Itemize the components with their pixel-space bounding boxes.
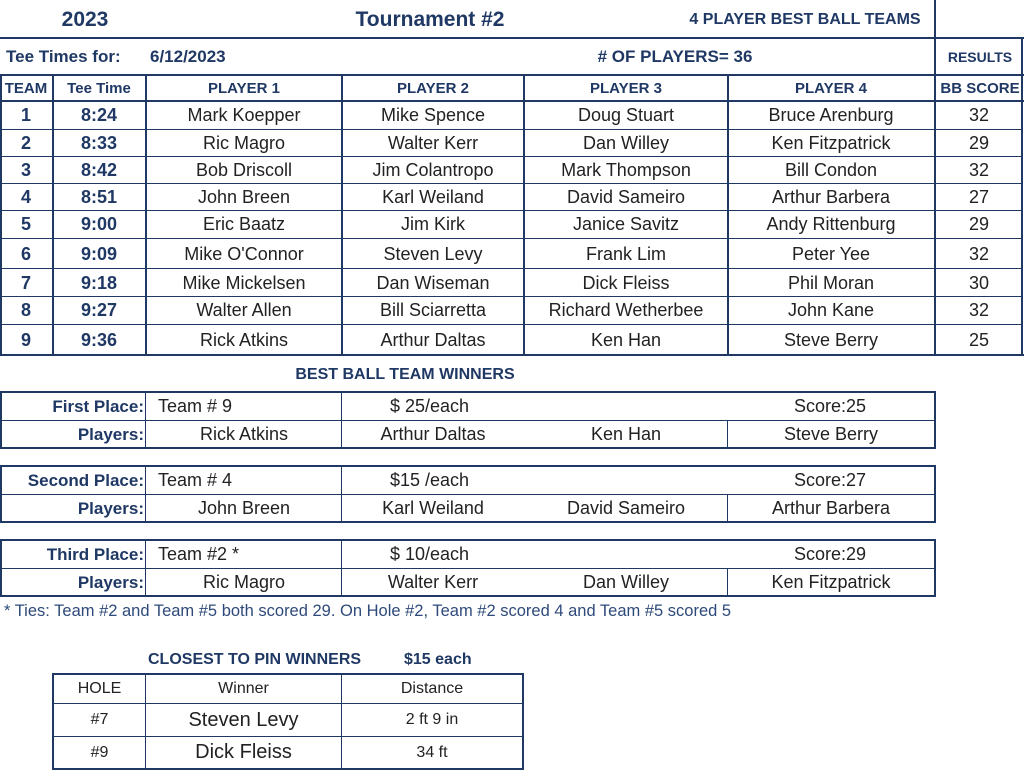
col-team: TEAM — [4, 80, 48, 97]
player-2: Mike Spence — [380, 105, 486, 125]
tee-time: 8:33 — [80, 133, 118, 153]
player-1: Bob Driscoll — [195, 160, 293, 180]
place-player-1: John Breen — [197, 498, 291, 518]
col-tee-time: Tee Time — [67, 80, 131, 97]
place-prize: $ 25/each — [390, 396, 470, 416]
place-team: Team #2 * — [158, 544, 240, 564]
ctp-winner: Steven Levy — [188, 708, 299, 731]
bb-score: 29 — [968, 214, 990, 234]
place-score: Score:25 — [793, 396, 867, 416]
place-player-2: Karl Weiland — [382, 498, 484, 518]
player-1: Eric Baatz — [202, 214, 286, 234]
player-4: Ken Fitzpatrick — [771, 133, 891, 153]
bb-score: 30 — [968, 273, 990, 293]
place-prize: $15 /each — [390, 470, 470, 490]
bb-score: 32 — [968, 105, 990, 125]
year-title: 2023 — [61, 8, 109, 31]
player-2: Walter Kerr — [387, 133, 479, 153]
ctp-prize: $15 each — [404, 651, 472, 668]
player-1: Ric Magro — [202, 133, 286, 153]
bb-score: 25 — [968, 329, 990, 350]
tee-time: 8:42 — [80, 160, 118, 180]
col-player-2: PLAYER 2 — [397, 80, 469, 97]
ctp-winner: Dick Fleiss — [195, 741, 292, 763]
player-1: Mark Koepper — [187, 105, 301, 125]
tee-times-label: Tee Times for: — [6, 47, 121, 66]
player-4: Bruce Arenburg — [768, 105, 894, 125]
player-2: Dan Wiseman — [376, 273, 490, 293]
team-number: 5 — [20, 214, 31, 234]
player-3: Ken Han — [590, 329, 662, 350]
place-player-4: Arthur Barbera — [771, 498, 891, 518]
player-3: Mark Thompson — [561, 160, 691, 180]
results-label: RESULTS — [947, 49, 1013, 65]
col-bb-score: BB SCORE — [940, 80, 1020, 97]
player-2: Bill Sciarretta — [379, 300, 487, 320]
player-3: Dan Willey — [582, 133, 670, 153]
player-2: Jim Kirk — [401, 214, 465, 234]
winners-title: BEST BALL TEAM WINNERS — [295, 366, 515, 383]
bb-score: 32 — [968, 243, 990, 264]
tee-time: 8:24 — [80, 105, 118, 125]
place-player-1: Ric Magro — [202, 572, 286, 592]
ctp-col-hole: HOLE — [77, 680, 122, 697]
tee-time: 9:27 — [80, 300, 118, 320]
place-team: Team # 9 — [158, 396, 233, 416]
tee-time: 9:09 — [80, 243, 118, 264]
place-player-3: Ken Han — [590, 424, 662, 444]
place-player-3: David Sameiro — [566, 498, 686, 518]
place-score: Score:29 — [793, 544, 867, 564]
player-4: John Kane — [787, 300, 875, 320]
player-4: Bill Condon — [784, 160, 878, 180]
team-number: 9 — [20, 329, 31, 350]
player-count: # OF PLAYERS= 36 — [597, 47, 753, 66]
col-player-4: PLAYER 4 — [795, 80, 867, 97]
place-label: First Place: — [52, 396, 144, 416]
team-number: 6 — [20, 243, 31, 264]
bb-score: 29 — [968, 133, 990, 153]
place-player-4: Ken Fitzpatrick — [771, 572, 891, 592]
team-number: 8 — [20, 300, 31, 320]
col-player-1: PLAYER 1 — [208, 80, 280, 97]
player-4: Arthur Barbera — [771, 187, 891, 207]
player-4: Phil Moran — [787, 273, 875, 293]
player-3: Doug Stuart — [577, 105, 675, 125]
place-team: Team # 4 — [158, 470, 233, 490]
place-player-3: Dan Willey — [582, 572, 670, 592]
ctp-col-distance: Distance — [400, 680, 464, 697]
player-3: Dick Fleiss — [582, 273, 670, 293]
place-prize: $ 10/each — [390, 544, 470, 564]
player-1: Rick Atkins — [199, 329, 289, 350]
bb-score: 32 — [968, 160, 990, 180]
tournament-title: Tournament #2 — [355, 8, 505, 31]
player-2: Steven Levy — [383, 243, 483, 264]
bb-score: 27 — [968, 187, 990, 207]
player-2: Karl Weiland — [382, 187, 484, 207]
ctp-distance: 2 ft 9 in — [405, 711, 459, 728]
team-number: 4 — [20, 187, 31, 207]
team-number: 2 — [20, 133, 31, 153]
player-3: David Sameiro — [566, 187, 686, 207]
ctp-title: CLOSEST TO PIN WINNERS — [148, 651, 362, 668]
players-label: Players: — [77, 424, 144, 444]
team-number: 1 — [20, 105, 31, 125]
place-player-4: Steve Berry — [783, 424, 879, 444]
place-player-2: Walter Kerr — [387, 572, 479, 592]
player-4: Steve Berry — [783, 329, 879, 350]
place-score: Score:27 — [793, 470, 867, 490]
tie-note: * Ties: Team #2 and Team #5 both scored 29. On Hole #2, Team #2 scored 4 and Team #5 scored 5 — [4, 601, 732, 620]
col-player-3: PLAYER 3 — [590, 80, 662, 97]
team-number: 7 — [20, 273, 31, 293]
place-label: Third Place: — [46, 544, 144, 564]
tee-time: 8:51 — [80, 187, 118, 207]
player-2: Arthur Daltas — [380, 329, 486, 350]
ctp-hole: #9 — [90, 743, 109, 761]
ctp-hole: #7 — [90, 711, 109, 728]
ctp-distance: 34 ft — [416, 743, 448, 761]
player-3: Frank Lim — [585, 243, 666, 264]
player-1: John Breen — [197, 187, 291, 207]
place-player-1: Rick Atkins — [199, 424, 289, 444]
ctp-col-winner: Winner — [218, 680, 269, 697]
place-player-2: Arthur Daltas — [380, 424, 486, 444]
player-1: Walter Allen — [196, 300, 292, 320]
player-1: Mike Mickelsen — [182, 273, 306, 293]
tee-date: 6/12/2023 — [150, 47, 226, 66]
tee-time: 9:36 — [80, 329, 118, 350]
player-4: Andy Rittenburg — [766, 214, 896, 234]
player-2: Jim Colantropo — [372, 160, 494, 180]
player-4: Peter Yee — [791, 243, 871, 264]
players-label: Players: — [77, 572, 144, 592]
team-number: 3 — [20, 160, 31, 180]
bb-score: 32 — [968, 300, 990, 320]
format-title: 4 PLAYER BEST BALL TEAMS — [689, 11, 921, 28]
player-3: Janice Savitz — [572, 214, 680, 234]
player-3: Richard Wetherbee — [548, 300, 704, 320]
player-1: Mike O'Connor — [184, 243, 304, 264]
players-label: Players: — [77, 498, 144, 518]
tee-time: 9:00 — [80, 214, 118, 234]
place-label: Second Place: — [27, 470, 144, 490]
tee-time: 9:18 — [80, 273, 118, 293]
